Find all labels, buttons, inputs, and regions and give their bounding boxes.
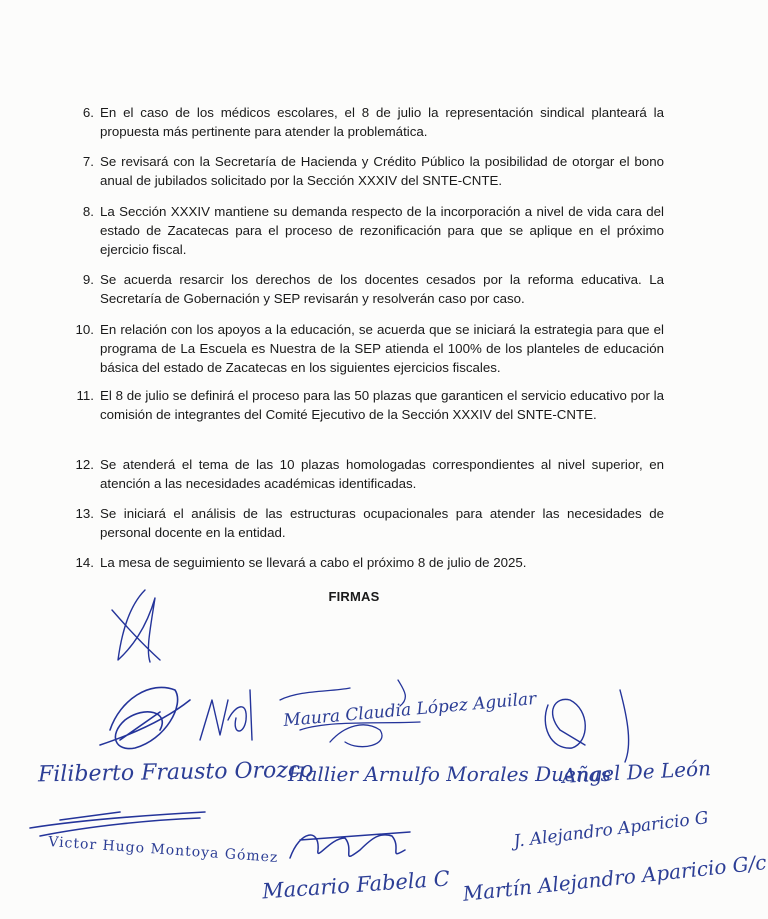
signature-name: Martín Alejandro Aparicio G/c [461, 850, 768, 906]
item-number: 6. [82, 105, 94, 120]
signature-scribble [545, 690, 628, 762]
signature-name: Hallier Arnulfo Morales Dueñas [288, 762, 611, 786]
item-text: En relación con los apoyos a la educación, se acuerda que se iniciará la estrategia para que el programa de La Escuela es Nuestra de la SEP atienda el 100% de los planteles de educación básica del estado de Zacatecas en los siguientes ejercicios fiscales. [100, 322, 664, 375]
item-text: La Sección XXXIV mantiene su demanda respecto de la incorporación a nivel de vida cara del estado de Zacatecas para el proceso de rezonificación para que se aplique en el próximo ejercicio fiscal. [100, 204, 664, 257]
signature-name: Macario Fabela C [261, 866, 451, 904]
item-number: 8. [82, 204, 94, 219]
item-number: 7. [82, 154, 94, 169]
item-text: Se revisará con la Secretaría de Hacienda y Crédito Público la posibilidad de otorgar el bono anual de jubilados solicitado por la Sección XXXIV del SNTE-CNTE. [100, 154, 664, 188]
item-text: El 8 de julio se definirá el proceso para las 50 plazas que garanticen el servicio educativo por la comisión de integrantes del Comité Ejecutivo de la Sección XXXIV del SNTE-CNTE. [100, 388, 664, 422]
item-text: La mesa de seguimiento se llevará a cabo el próximo 8 de julio de 2025. [100, 555, 527, 570]
item-text: Se iniciará el análisis de las estructuras ocupacionales para atender las necesidades de personal docente en la entidad. [100, 506, 664, 540]
item-text: En el caso de los médicos escolares, el 8 de julio la representación sindical planteará la propuesta más pertinente para atender la problemática. [100, 105, 664, 139]
signatures-title: FIRMAS [328, 589, 380, 604]
signature-scribble [30, 812, 205, 836]
item-number: 10. [75, 322, 94, 337]
item-text: Se acuerda resarcir los derechos de los docentes cesados por la reforma educativa. La Secretaría de Gobernación y SEP revisarán y resolverán caso por caso. [100, 272, 664, 306]
signature-scribble [200, 690, 252, 740]
signature-scribble [100, 687, 190, 748]
signature-scribble [112, 590, 160, 662]
signature-name: Angel De León [561, 756, 712, 788]
signature-scribble [290, 832, 410, 858]
item-number: 14. [75, 555, 94, 570]
item-number: 12. [75, 457, 94, 472]
item-number: 13. [75, 506, 94, 521]
item-number: 9. [82, 272, 94, 287]
signature-name: Filiberto Frausto Orozco [37, 757, 314, 788]
signature-name: Maura Claudia López Aguilar [282, 688, 538, 732]
signature-name: Victor Hugo Montoya Gómez [47, 833, 279, 867]
item-text: Se atenderá el tema de las 10 plazas homologadas correspondientes al nivel superior, en atención a las necesidades académicas identificadas. [100, 457, 664, 491]
item-number: 11. [76, 388, 94, 403]
signature-name: J. Alejandro Aparicio G [512, 808, 710, 852]
